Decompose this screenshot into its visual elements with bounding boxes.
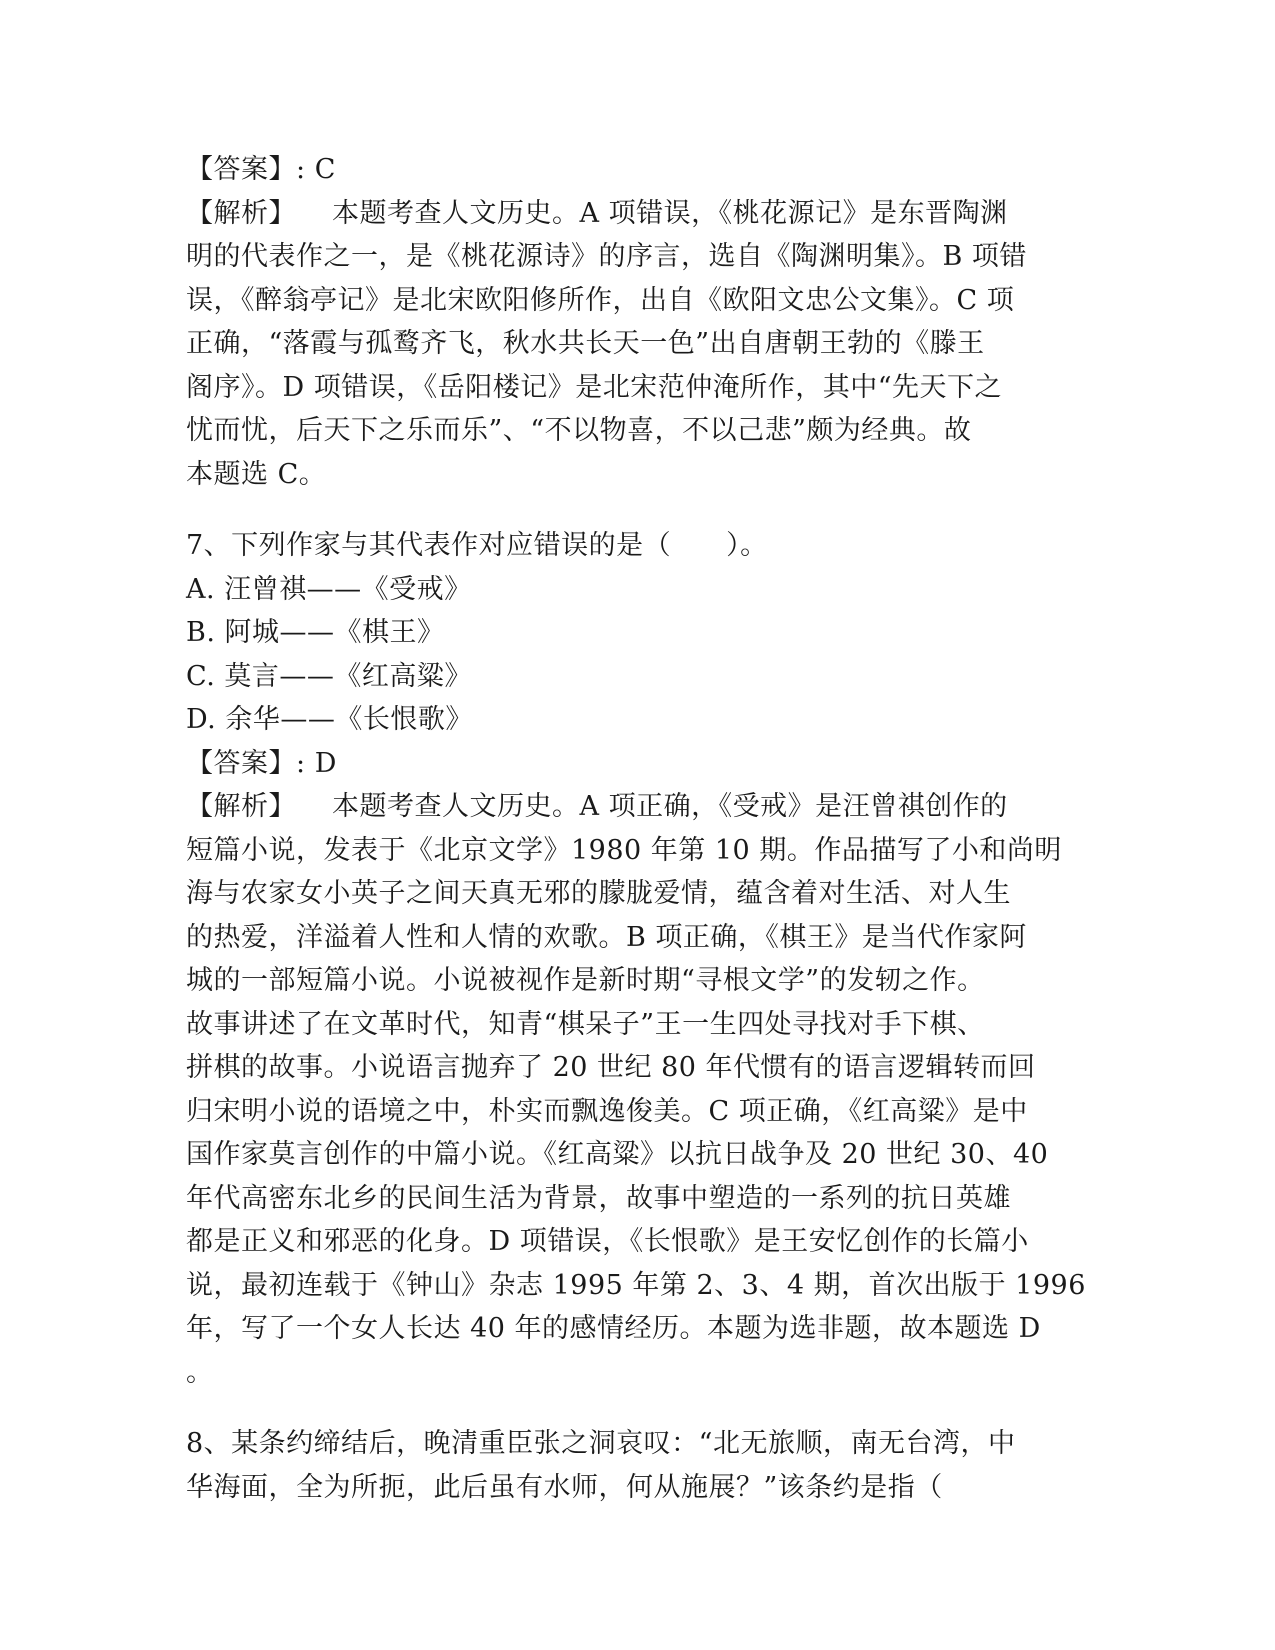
q6-analysis-line: 阁序》。D 项错误，《岳阳楼记》是北宋范仲淹所作，其中“先天下之	[186, 371, 1003, 403]
q7-option-c: C. 莫言——《红高粱》	[186, 660, 472, 692]
q7-analysis-line: 都是正义和邪恶的化身。D 项错误，《长恨歌》是王安忆创作的长篇小	[186, 1226, 1029, 1257]
q7-analysis-line: 年代高密东北乡的民间生活为背景，故事中塑造的一系列的抗日英雄	[186, 1182, 1011, 1214]
q7-analysis-line: 城的一部短篇小说。小说被视作是新时期“寻根文学”的发轫之作。	[186, 965, 985, 996]
answer-value: C	[314, 154, 336, 185]
analysis-text: 本题考查人文历史。A 项正确，《受戒》是汪曾祺创作的	[332, 791, 1008, 822]
q7-question: 7、下列作家与其代表作对应错误的是（ ）。	[186, 530, 768, 561]
q7-analysis-line: 海与农家女小英子之间天真无邪的朦胧爱情，蕴含着对生活、对人生	[186, 878, 1011, 909]
q7-option-a: A. 汪曾祺——《受戒》	[186, 573, 472, 605]
q6-analysis-line: 忧而忧，后天下之乐而乐”、“不以物喜，不以己悲”颇为经典。故	[186, 415, 972, 446]
q7-analysis-line: 国作家莫言创作的中篇小说。《红高粱》以抗日战争及 20 世纪 30、40	[186, 1139, 1049, 1170]
q7-analysis-line: 归宋明小说的语境之中，朴实而飘逸俊美。C 项正确，《红高粱》是中	[186, 1095, 1028, 1127]
answer-value: D	[314, 747, 337, 779]
q7-analysis-line: 的热爱，洋溢着人性和人情的欢歌。B 项正确，《棋王》是当代作家阿	[186, 921, 1027, 953]
q6-analysis-line: 明的代表作之一，是《桃花源诗》的序言，选自《陶渊明集》。B 项错	[186, 241, 1027, 272]
q7-analysis-line: 拼棋的故事。小说语言抛弃了 20 世纪 80 年代惯有的语言逻辑转而回	[186, 1052, 1036, 1083]
q6-analysis-line: 误，《醉翁亭记》是北宋欧阳修所作，出自《欧阳文忠公文集》。C 项	[186, 284, 1015, 316]
q7-analysis-line: 故事讲述了在文革时代，知青“棋呆子”王一生四处寻找对手下棋、	[186, 1008, 985, 1040]
analysis-text: 本题考查人文历史。A 项错误，《桃花源记》是东晋陶渊	[332, 197, 1008, 229]
q7-analysis-line: 短篇小说，发表于《北京文学》1980 年第 10 期。作品描写了小和尚明	[186, 834, 1062, 866]
q6-analysis-line: 正确，“落霞与孤鹜齐飞，秋水共长天一色”出自唐朝王勃的《滕王	[186, 328, 985, 359]
q8-question-line: 华海面，全为所扼，此后虽有水师，何从施展？”该条约是指（	[186, 1471, 943, 1503]
q7-analysis-line: 年，写了一个女人长达 40 年的感情经历。本题为选非题，故本题选 D	[186, 1313, 1041, 1344]
q7-analysis-line: 说，最初连载于《钟山》杂志 1995 年第 2、3、4 期，首次出版于 1996	[186, 1269, 1086, 1301]
answer-separator: :	[296, 154, 306, 185]
q6-answer-line	[186, 148, 1086, 192]
q8-question-line: 8、某条约缔结后，晚清重臣张之洞哀叹：“北无旅顺，南无台湾，中	[186, 1428, 1016, 1459]
q7-option-d: D. 余华——《长恨歌》	[186, 704, 473, 735]
document-content	[186, 148, 1086, 1509]
q6-analysis-line: 本题选 C。	[186, 458, 327, 490]
answer-label: 【答案】	[186, 154, 296, 185]
answer-label: 【答案】	[186, 747, 296, 779]
q7-answer-line	[186, 742, 1086, 786]
q6-analysis-line	[186, 192, 1086, 236]
analysis-label: 【解析】	[186, 197, 296, 229]
q7-analysis-line	[186, 785, 1086, 829]
analysis-label: 【解析】	[186, 791, 296, 822]
q7-analysis-line: 。	[186, 1356, 214, 1388]
answer-separator: :	[296, 747, 306, 779]
q7-option-b: B. 阿城——《棋王》	[186, 617, 445, 648]
